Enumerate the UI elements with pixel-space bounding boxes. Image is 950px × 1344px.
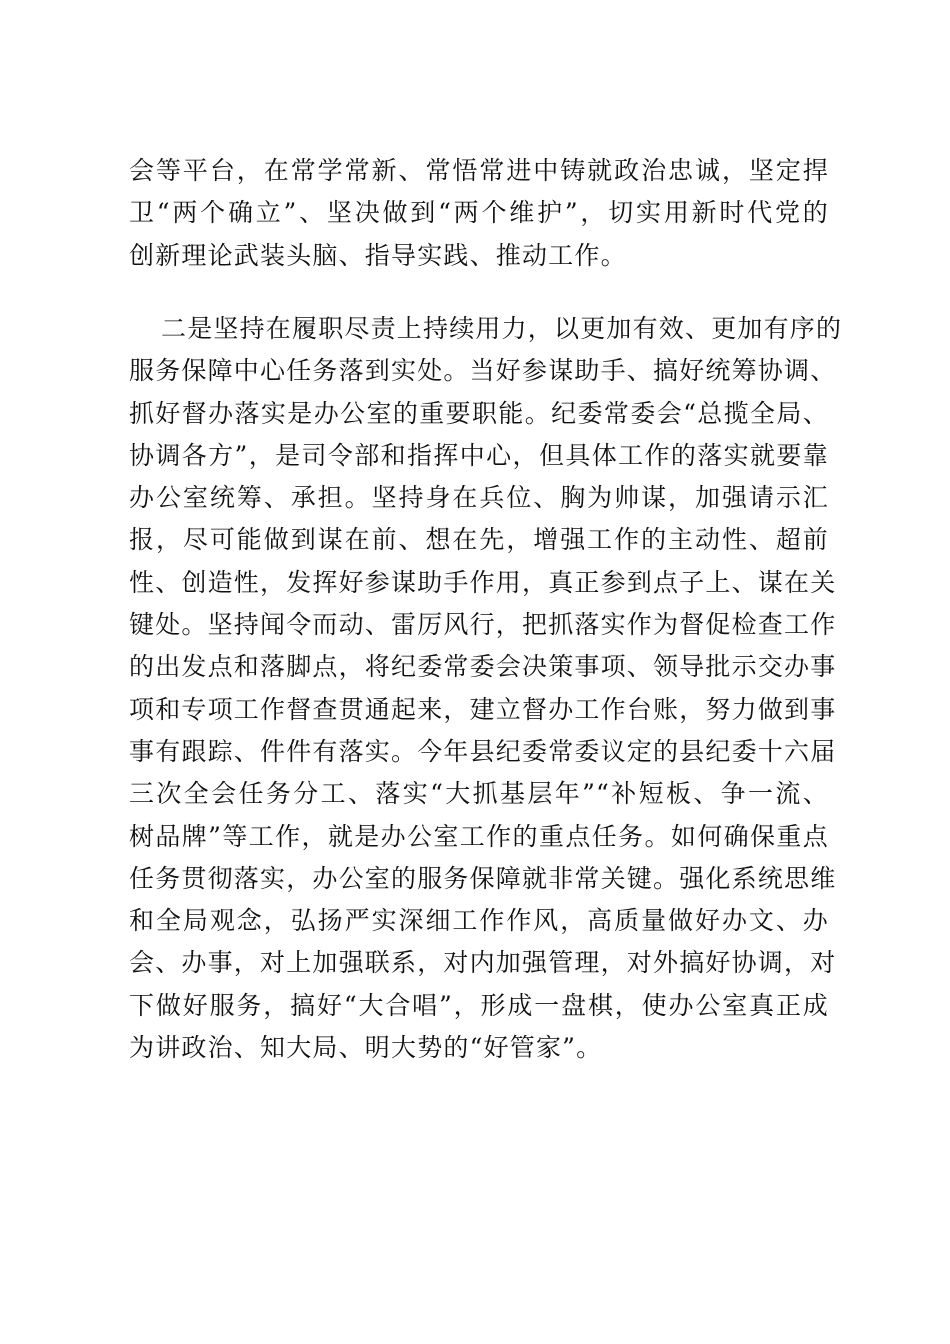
paragraph-line: 性、创造性，发挥好参谋助手作用，真正参到点子上、谋在关	[129, 567, 837, 597]
paragraph-line: 树品牌”等工作，就是办公室工作的重点任务。如何确保重点	[129, 821, 829, 851]
paragraph-line: 二是坚持在履职尽责上持续用力，以更加有效、更加有序的	[161, 314, 843, 343]
paragraph-line: 办公室统筹、承担。坚持身在兵位、胸为帅谋，加强请示汇	[129, 483, 829, 513]
paragraph-line: 会、办事，对上加强联系，对内加强管理，对外搞好协调，对	[129, 948, 837, 978]
paragraph-line: 为讲政治、知大局、明大势的“好管家”。	[129, 1033, 603, 1063]
paragraph-line: 协调各方”，是司令部和指挥中心，但具体工作的落实就要靠	[129, 440, 829, 470]
paragraph-line: 事有跟踪、件件有落实。今年县纪委常委议定的县纪委十六届	[129, 736, 837, 766]
paragraph-line: 三次全会任务分工、落实“大抓基层年”“补短板、争一流、	[129, 779, 829, 809]
paragraph-line: 创新理论武装头脑、指导实践、推动工作。	[129, 240, 627, 270]
paragraph-line: 键处。坚持闻令而动、雷厉风行，把抓落实作为督促检查工作	[129, 610, 837, 640]
paragraph-line: 会等平台，在常学常新、常悟常进中铸就政治忠诚，坚定捍	[129, 156, 829, 185]
paragraph-line: 卫“两个确立”、坚决做到“两个维护”，切实用新时代党的	[129, 198, 829, 228]
paragraph-line: 抓好督办落实是办公室的重要职能。纪委常委会“总揽全局、	[129, 398, 829, 428]
paragraph-line: 任务贯彻落实，办公室的服务保障就非常关键。强化系统思维	[129, 863, 837, 893]
paragraph-line: 下做好服务，搞好“大合唱”，形成一盘棋，使办公室真正成	[129, 990, 829, 1020]
paragraph-line: 和全局观念，弘扬严实深细工作作风，高质量做好办文、办	[129, 906, 829, 936]
paragraph-line: 服务保障中心任务落到实处。当好参谋助手、搞好统筹协调、	[129, 356, 837, 386]
paragraph-line: 报，尽可能做到谋在前、想在先，增强工作的主动性、超前	[129, 525, 829, 555]
paragraph-line: 项和专项工作督查贯通起来，建立督办工作台账，努力做到事	[129, 694, 837, 724]
paragraph-line: 的出发点和落脚点，将纪委常委会决策事项、领导批示交办事	[129, 652, 837, 682]
paragraph-2	[129, 308, 843, 1069]
paragraph-1	[129, 150, 829, 277]
